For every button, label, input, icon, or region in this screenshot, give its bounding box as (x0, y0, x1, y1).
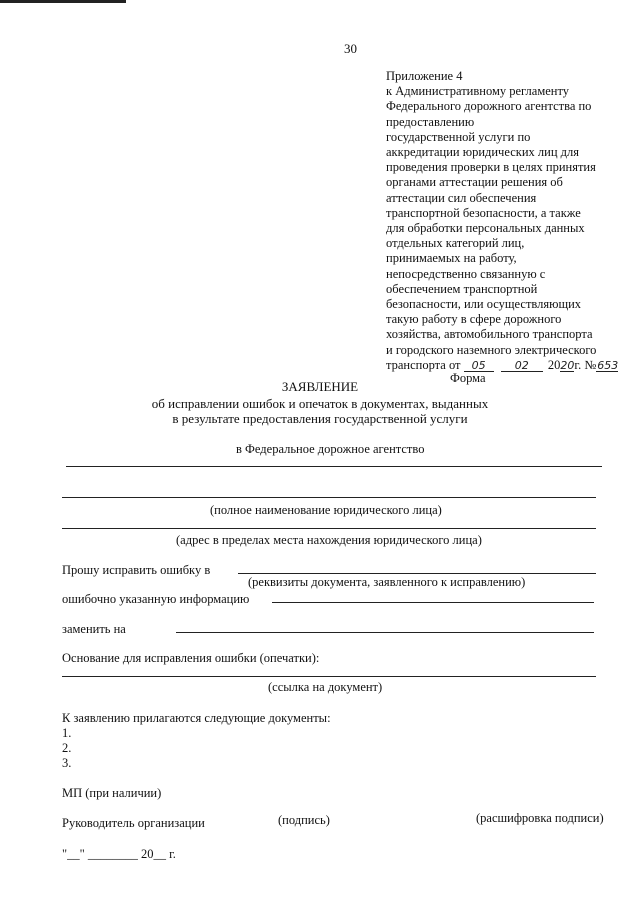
basis-fill-line[interactable] (62, 676, 596, 677)
handwritten-year: 20 (560, 358, 575, 372)
legal-name-hint: (полное наименование юридического лица) (210, 503, 442, 517)
appendix-line: отдельных категорий лиц, (386, 236, 525, 251)
form-label: Форма (450, 371, 486, 386)
appendix-line: аккредитации юридических лиц для (386, 145, 579, 160)
appendix-line: проведения проверки в целях принятия (386, 160, 596, 175)
appendix-line: для обработки персональных данных (386, 221, 585, 236)
appendix-line: такую работу в сфере дорожного (386, 312, 562, 327)
appendix-line: непосредственно связанную с (386, 266, 546, 281)
attached-item-1: 1. (62, 726, 72, 740)
appendix-line: принимаемых на работу, (386, 251, 517, 266)
basis-label: Основание для исправления ошибки (опечатки): (62, 651, 320, 665)
statement-subtitle-2: в результате предоставления государственной услуги (172, 411, 468, 426)
statement-title: ЗАЯВЛЕНИЕ (281, 379, 359, 394)
replace-fill-line[interactable] (176, 632, 594, 633)
year-end: г. № (574, 357, 597, 372)
requisites-hint: (реквизиты документа, заявленного к исправлению) (248, 575, 526, 589)
appendix-line: транспортной безопасности, а также (386, 205, 581, 220)
appendix-line: Приложение 4 (386, 69, 463, 83)
handwritten-number: 653 (597, 358, 619, 372)
wrong-info-fill-line[interactable] (272, 602, 594, 603)
appendix-line: Федерального дорожного агентства по (386, 99, 592, 114)
link-hint: (ссылка на документ) (268, 680, 383, 694)
scan-top-edge-mark (0, 0, 126, 3)
signature-decode-hint: (расшифровка подписи) (476, 811, 604, 825)
handwritten-month: 02 (501, 360, 543, 372)
attached-label: К заявлению прилагаются следующие документы: (62, 711, 331, 725)
appendix-line: безопасности, или осуществляющих (386, 297, 582, 312)
date-line: "__" ________ 20__ г. (62, 847, 176, 861)
request-label: Прошу исправить ошибку в (62, 563, 211, 577)
addressee: в Федеральное дорожное агентство (236, 442, 425, 456)
head-label: Руководитель организации (62, 816, 205, 830)
appendix-line: обеспечением транспортной (386, 281, 538, 296)
address-hint: (адрес в пределах места нахождения юридического лица) (176, 533, 482, 547)
signature-hint: (подпись) (278, 813, 330, 827)
appendix-line: к Административному регламенту (386, 84, 570, 99)
appendix-line: хозяйства, автомобильного транспорта (386, 327, 593, 342)
year-prefix: 20 (547, 357, 561, 372)
requisites-fill-line[interactable] (238, 573, 596, 574)
appendix-line: органами аттестации решения об (386, 175, 563, 190)
appendix-line: и городского наземного электрического (386, 342, 597, 357)
stamp-label: МП (при наличии) (62, 786, 162, 800)
page-number: 30 (344, 41, 357, 56)
appendix-block (386, 69, 619, 386)
addressee-fill-line[interactable] (66, 466, 602, 467)
legal-name-fill-line[interactable] (62, 497, 596, 498)
wrong-info-label: ошибочно указанную информацию (62, 592, 250, 606)
replace-label: заменить на (62, 622, 126, 636)
appendix-line: предоставлению (386, 114, 475, 129)
attached-item-2: 2. (62, 741, 72, 755)
handwritten-day: 05 (464, 360, 494, 372)
date-prefix: транспорта от (386, 357, 461, 372)
appendix-line: государственной услуги по (386, 129, 531, 144)
appendix-date-line (386, 357, 619, 373)
attached-item-3: 3. (62, 756, 72, 770)
appendix-line: аттестации сил обеспечения (386, 190, 537, 205)
statement-subtitle-1: об исправлении ошибок и опечаток в документах, выданных (151, 396, 489, 411)
address-fill-line[interactable] (62, 528, 596, 529)
